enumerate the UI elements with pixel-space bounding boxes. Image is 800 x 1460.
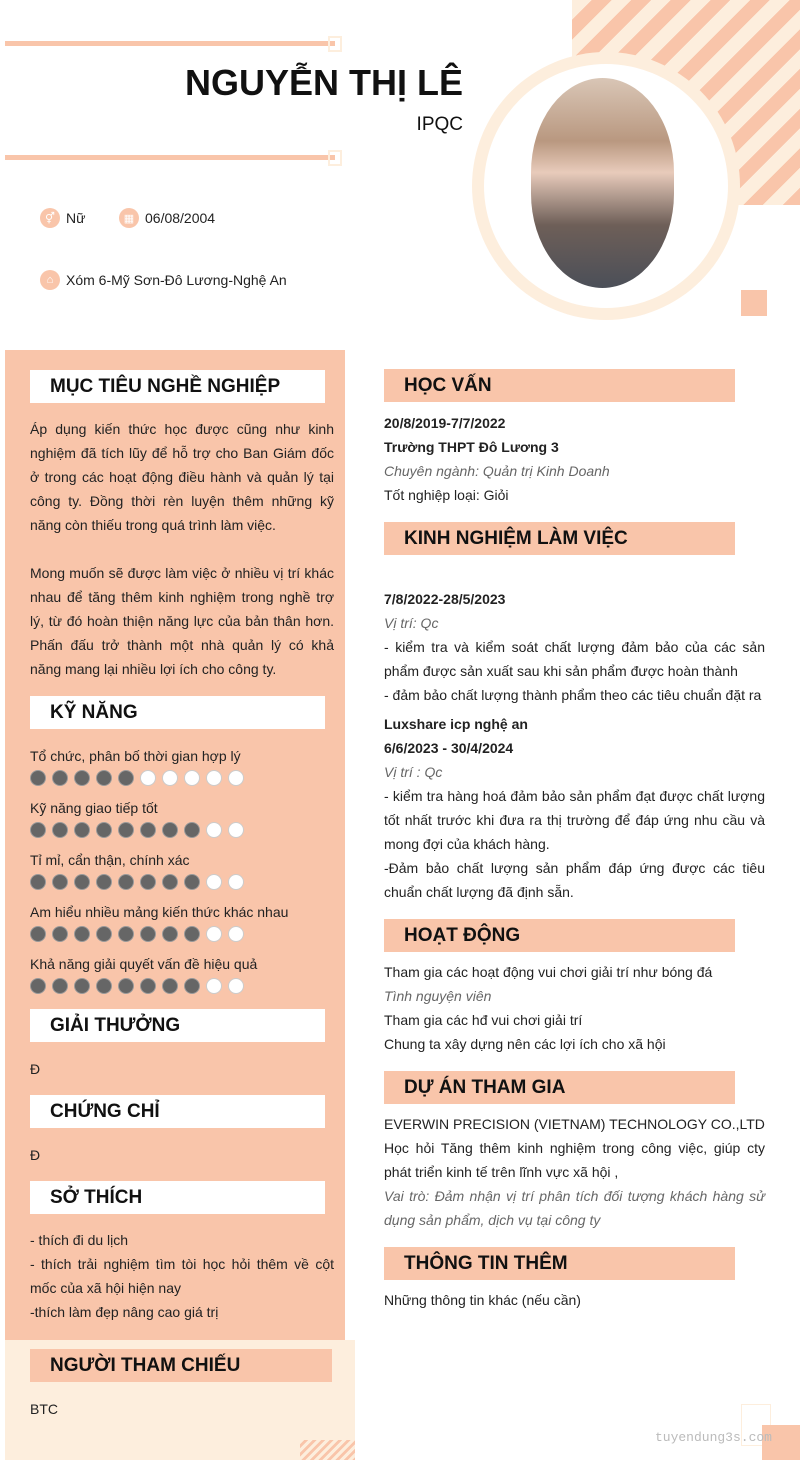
project-details — [384, 1112, 765, 1232]
job-duty: - kiểm tra hàng hoá đảm bảo sản phẩm đạt được chất lượng tốt nhất trước khi đưa ra thị trường để đáp ứng nhu cầu và mong đợi của khách hàng. — [384, 788, 765, 852]
job-period: 7/8/2022-28/5/2023 — [384, 591, 506, 607]
gender-icon: ⚥ — [40, 208, 60, 228]
rating-dot — [118, 978, 134, 994]
rating-dot — [184, 874, 200, 890]
rating-dot — [74, 874, 90, 890]
gender-value: Nữ — [66, 210, 86, 226]
project-company: EVERWIN PRECISION (VIETNAM) TECHNOLOGY CO.,LTD — [384, 1116, 765, 1132]
address-value: Xóm 6-Mỹ Sơn-Đô Lương-Nghệ An — [66, 272, 287, 288]
project-role: Vai trò: Đảm nhận vị trí phân tích đối tượng khách hàng sử dụng sản phẩm, dịch vụ tại công ty — [384, 1188, 765, 1228]
rating-dot — [228, 874, 244, 890]
rating-dot — [30, 926, 46, 942]
rating-dot — [140, 926, 156, 942]
certificates-text: Đ — [30, 1147, 41, 1163]
job-company: Luxshare icp nghệ an — [384, 716, 528, 732]
rating-dot — [52, 822, 68, 838]
job-duty: - đảm bảo chất lượng thành phẩm theo các tiêu chuẩn đặt ra — [384, 687, 762, 703]
dob-value: 06/08/2004 — [145, 210, 216, 226]
hobby-item: - thích trải nghiệm tìm tòi học hỏi thêm về cột mốc của xã hội hiện nay — [30, 1256, 334, 1296]
section-title-education: HỌC VẤN — [384, 369, 735, 402]
rating-dot — [96, 874, 112, 890]
rating-dot — [206, 770, 222, 786]
skill-rating — [30, 822, 334, 838]
objective-paragraph: Mong muốn sẽ được làm việc ở nhiều vị trí khác nhau để tăng thêm kinh nghiệm trong nghề trợ lý, từ đó hoàn thiện năng lực của bản thân hơn. Phấn đấu trở thành một nhà quản lý có khả năng mang lại nhiều lợi ích cho công ty. — [30, 565, 334, 677]
education-grade: Tốt nghiệp loại: Giỏi — [384, 487, 509, 503]
section-title-awards: GIẢI THƯỞNG — [30, 1009, 325, 1042]
hobby-item: - thích đi du lịch — [30, 1232, 129, 1248]
rating-dot — [30, 770, 46, 786]
skill-rating — [30, 770, 334, 786]
objective-paragraph: Áp dụng kiến thức học được cũng như kinh nghiệm đã tích lũy để hỗ trợ cho Ban Giám đốc ở trong các hoạt động điều hành và quản lý tại công ty. Đồng thời rèn luyện thêm những kỹ năng còn thiếu trong quá trình làm việc. — [30, 421, 334, 533]
rating-dot — [206, 822, 222, 838]
activity-role: Tình nguyện viên — [384, 988, 492, 1004]
address-info — [40, 270, 287, 290]
rating-dot — [206, 978, 222, 994]
rating-dot — [206, 874, 222, 890]
rating-dot — [74, 926, 90, 942]
rating-dot — [140, 874, 156, 890]
job-duty: -Đảm bảo chất lượng sản phẩm đáp ứng được các tiêu chuẩn chất lượng đã định sẵn. — [384, 860, 765, 900]
rating-dot — [74, 978, 90, 994]
extra-info-text: Những thông tin khác (nếu cần) — [384, 1292, 581, 1308]
skill-name: Tỉ mỉ, cẩn thận, chính xác — [30, 852, 190, 868]
rating-dot — [52, 874, 68, 890]
rating-dot — [30, 822, 46, 838]
gender-info — [40, 208, 85, 228]
rating-dot — [30, 978, 46, 994]
rating-dot — [74, 770, 90, 786]
rating-dot — [118, 822, 134, 838]
rating-dot — [96, 926, 112, 942]
section-title-references: NGƯỜI THAM CHIẾU — [30, 1349, 332, 1382]
job-title: IPQC — [416, 114, 463, 135]
rating-dot — [52, 926, 68, 942]
skill-name: Am hiểu nhiều mảng kiến thức khác nhau — [30, 904, 289, 920]
rating-dot — [184, 978, 200, 994]
section-title-experience: KINH NGHIỆM LÀM VIỆC — [384, 522, 735, 555]
education-school: Trường THPT Đô Lương 3 — [384, 439, 559, 455]
section-title-objective: MỤC TIÊU NGHỀ NGHIỆP — [30, 370, 325, 403]
job-duty: - kiểm tra và kiểm soát chất lượng đảm bảo của các sản phẩm được sản xuất sau khi sản phẩm được hoàn thành — [384, 639, 765, 679]
rating-dot — [118, 874, 134, 890]
calendar-icon: ▦ — [119, 208, 139, 228]
decor-stripes-small — [300, 1440, 355, 1460]
awards-text: Đ — [30, 1061, 41, 1077]
section-title-projects: DỰ ÁN THAM GIA — [384, 1071, 735, 1104]
decor-square — [741, 290, 767, 316]
decor-bar — [5, 155, 335, 160]
hobby-item: -thích làm đẹp nâng cao giá trị — [30, 1304, 219, 1320]
rating-dot — [162, 978, 178, 994]
section-title-skills: KỸ NĂNG — [30, 696, 325, 729]
rating-dot — [96, 822, 112, 838]
rating-dot — [140, 978, 156, 994]
rating-dot — [228, 770, 244, 786]
section-title-extra-info: THÔNG TIN THÊM — [384, 1247, 735, 1280]
section-title-certificates: CHỨNG CHỈ — [30, 1095, 325, 1128]
rating-dot — [96, 978, 112, 994]
references-text: BTC — [30, 1401, 58, 1417]
rating-dot — [52, 978, 68, 994]
rating-dot — [74, 822, 90, 838]
education-details — [384, 411, 765, 507]
rating-dot — [118, 926, 134, 942]
section-title-hobbies: SỞ THÍCH — [30, 1181, 325, 1214]
avatar-photo — [531, 78, 674, 288]
job-position: Vị trí: Qc — [384, 615, 439, 631]
project-description: Học hỏi Tăng thêm kinh nghiệm trong công việc, giúp cty phát triển kinh tế trên lĩnh vực xã hội , — [384, 1140, 765, 1180]
education-major: Chuyên ngành: Quản trị Kinh Doanh — [384, 463, 610, 479]
decor-bar-end — [328, 150, 342, 166]
rating-dot — [162, 874, 178, 890]
rating-dot — [96, 770, 112, 786]
skill-name: Kỹ năng giao tiếp tốt — [30, 800, 158, 816]
job-period: 6/6/2023 - 30/4/2024 — [384, 740, 514, 756]
education-period: 20/8/2019-7/7/2022 — [384, 415, 506, 431]
rating-dot — [184, 926, 200, 942]
candidate-name: NGUYỄN THỊ LÊ — [184, 62, 463, 103]
rating-dot — [228, 926, 244, 942]
section-title-activities: HOẠT ĐỘNG — [384, 919, 735, 952]
rating-dot — [184, 770, 200, 786]
activity-line: Tham gia các hđ vui chơi giải trí — [384, 1012, 583, 1028]
rating-dot — [162, 926, 178, 942]
job-position: Vị trí : Qc — [384, 764, 443, 780]
rating-dot — [162, 770, 178, 786]
skill-rating — [30, 926, 334, 942]
decor-bar-end — [328, 36, 342, 52]
activity-line: Chung ta xây dựng nên các lợi ích cho xã hội — [384, 1036, 666, 1052]
rating-dot — [184, 822, 200, 838]
dob-info — [119, 208, 215, 228]
rating-dot — [30, 874, 46, 890]
skill-name: Tổ chức, phân bố thời gian hợp lý — [30, 748, 241, 764]
skills-list — [30, 744, 334, 1004]
watermark: tuyendung3s.com — [654, 1430, 772, 1445]
skill-name: Khả năng giải quyết vấn đề hiệu quả — [30, 956, 258, 972]
rating-dot — [140, 770, 156, 786]
activity-line: Tham gia các hoạt động vui chơi giải trí như bóng đá — [384, 964, 713, 980]
decor-bar — [5, 41, 335, 46]
rating-dot — [52, 770, 68, 786]
rating-dot — [206, 926, 222, 942]
rating-dot — [162, 822, 178, 838]
objective-text — [30, 417, 334, 681]
skill-rating — [30, 978, 334, 994]
skill-rating — [30, 874, 334, 890]
experience-job — [384, 587, 765, 707]
rating-dot — [228, 978, 244, 994]
hobbies-list — [30, 1228, 334, 1324]
rating-dot — [140, 822, 156, 838]
rating-dot — [228, 822, 244, 838]
experience-job — [384, 712, 765, 904]
activities-details — [384, 960, 765, 1056]
rating-dot — [118, 770, 134, 786]
home-icon: ⌂ — [40, 270, 60, 290]
